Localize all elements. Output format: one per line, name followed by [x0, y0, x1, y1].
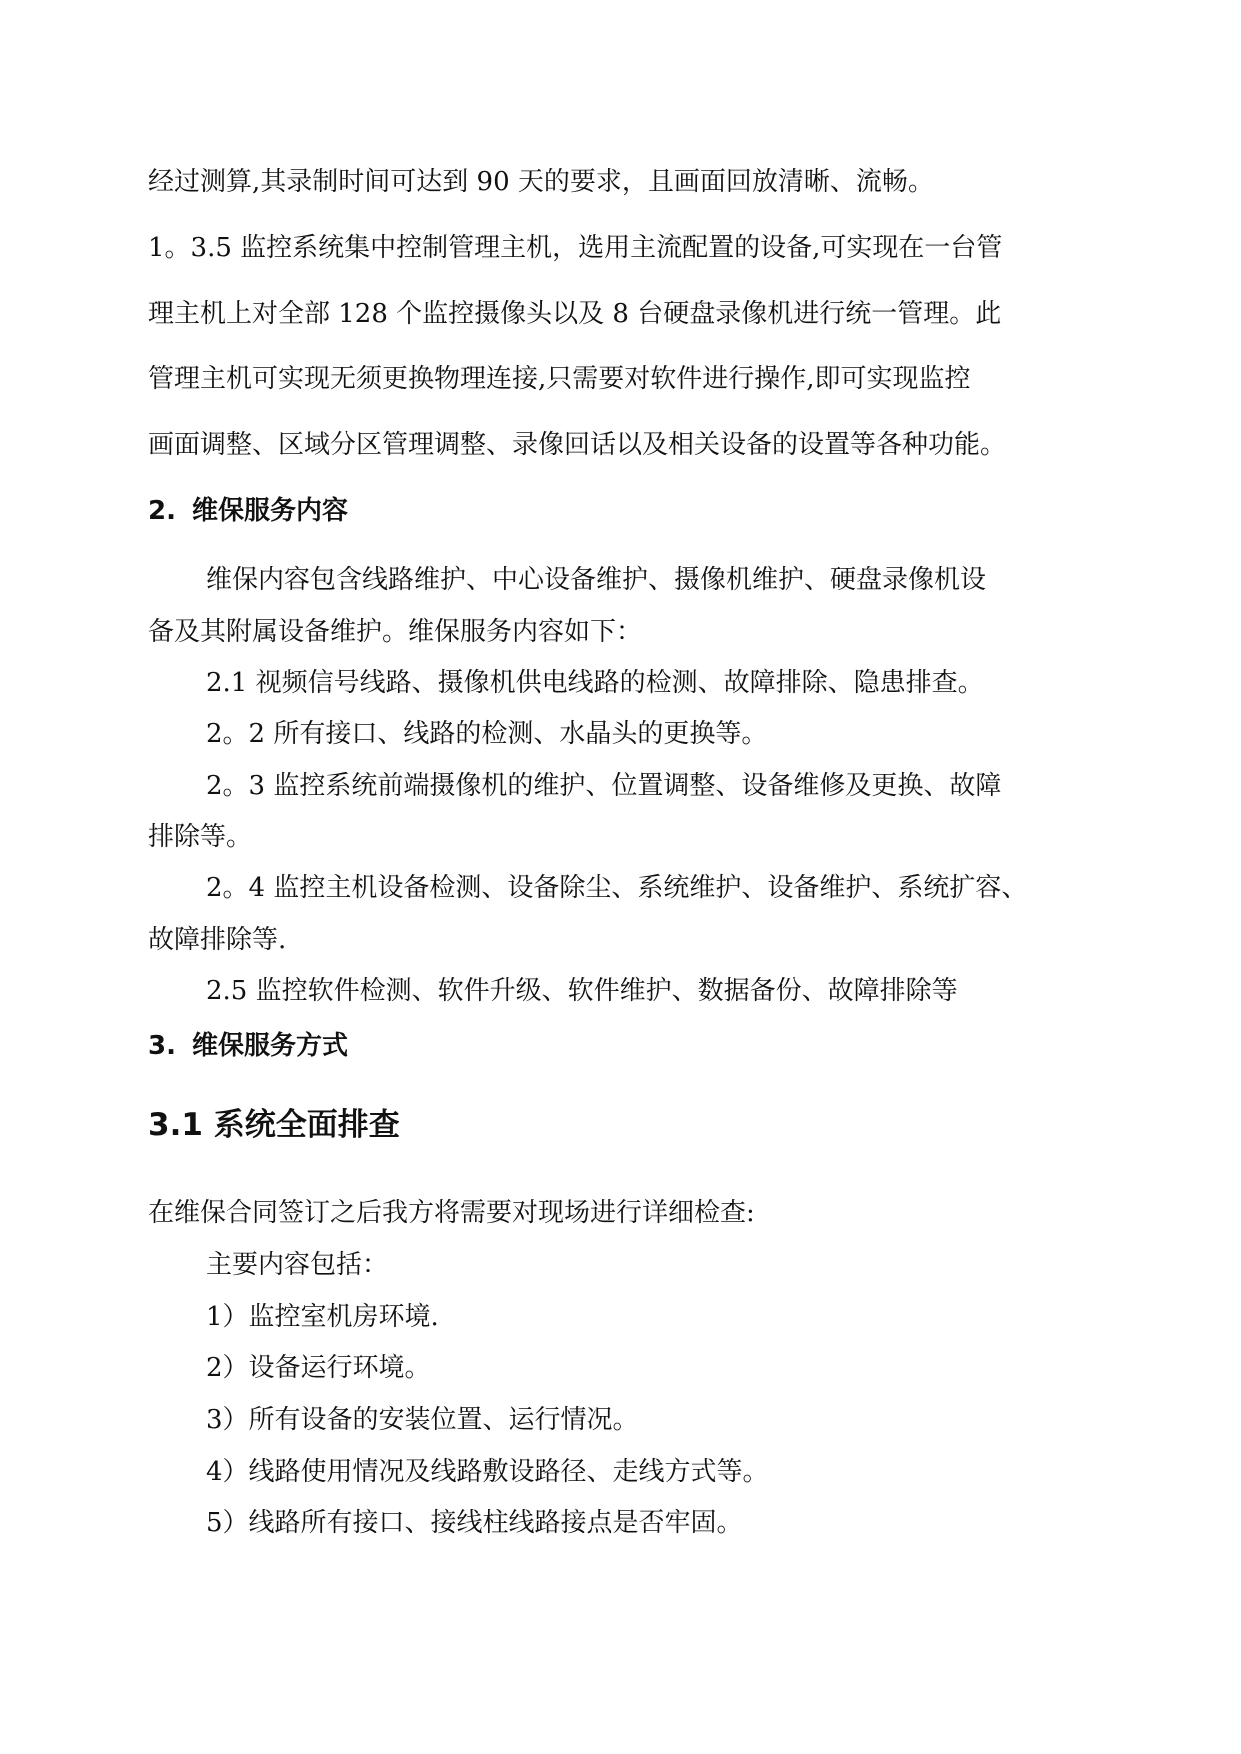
- list-item: 4）线路使用情况及线路敷设路径、走线方式等。: [206, 1457, 769, 1487]
- list-item: 2）设备运行环境。: [206, 1353, 431, 1383]
- paragraph-line: 理主机上对全部 128 个监控摄像头以及 8 台硬盘录像机进行统一管理。此: [148, 299, 1002, 329]
- paragraph-line: 画面调整、区域分区管理调整、录像回话以及相关设备的设置等各种功能。: [148, 430, 1007, 460]
- list-item: 5）线路所有接口、接线柱线路接点是否牢固。: [206, 1508, 743, 1538]
- paragraph-line: 经过测算,其录制时间可达到 90 天的要求，且画面回放清晰、流畅。: [148, 167, 934, 197]
- paragraph-line: 主要内容包括：: [206, 1250, 389, 1280]
- paragraph-line: 排除等。: [148, 822, 253, 852]
- paragraph-line: 2。4 监控主机设备检测、设备除尘、系统维护、设备维护、系统扩容、: [206, 873, 1028, 903]
- list-item: 3）所有设备的安装位置、运行情况。: [206, 1405, 639, 1435]
- paragraph-line: 维保内容包含线路维护、中心设备维护、摄像机维护、硬盘录像机设: [206, 565, 987, 595]
- subsection-heading: 3.1 系统全面排查: [148, 1107, 400, 1143]
- section-number: 2.: [148, 496, 176, 526]
- section-title: 维保服务方式: [192, 1031, 349, 1061]
- paragraph-line: 1。3.5 监控系统集中控制管理主机，选用主流配置的设备,可实现在一台管: [148, 233, 1003, 263]
- paragraph-line: 2.1 视频信号线路、摄像机供电线路的检测、故障排除、隐患排查。: [206, 668, 984, 698]
- paragraph-line: 管理主机可实现无须更换物理连接,只需要对软件进行操作,即可实现监控: [148, 364, 971, 394]
- paragraph-line: 故障排除等.: [148, 925, 287, 955]
- paragraph-line: 2.5 监控软件检测、软件升级、软件维护、数据备份、故障排除等: [206, 976, 958, 1006]
- list-item: 1）监控室机房环境.: [206, 1302, 439, 1332]
- section-title: 维保服务内容: [192, 496, 349, 526]
- paragraph-line: 备及其附属设备维护。维保服务内容如下：: [148, 617, 643, 647]
- paragraph-line: 2。2 所有接口、线路的检测、水晶头的更换等。: [206, 719, 768, 749]
- paragraph-line: 在维保合同签订之后我方将需要对现场进行详细检查:: [148, 1198, 755, 1228]
- section-heading: [148, 1029, 348, 1063]
- paragraph-line: 2。3 监控系统前端摄像机的维护、位置调整、设备维修及更换、故障: [206, 771, 1002, 801]
- section-number: 3.: [148, 1031, 176, 1061]
- section-heading: [148, 494, 348, 528]
